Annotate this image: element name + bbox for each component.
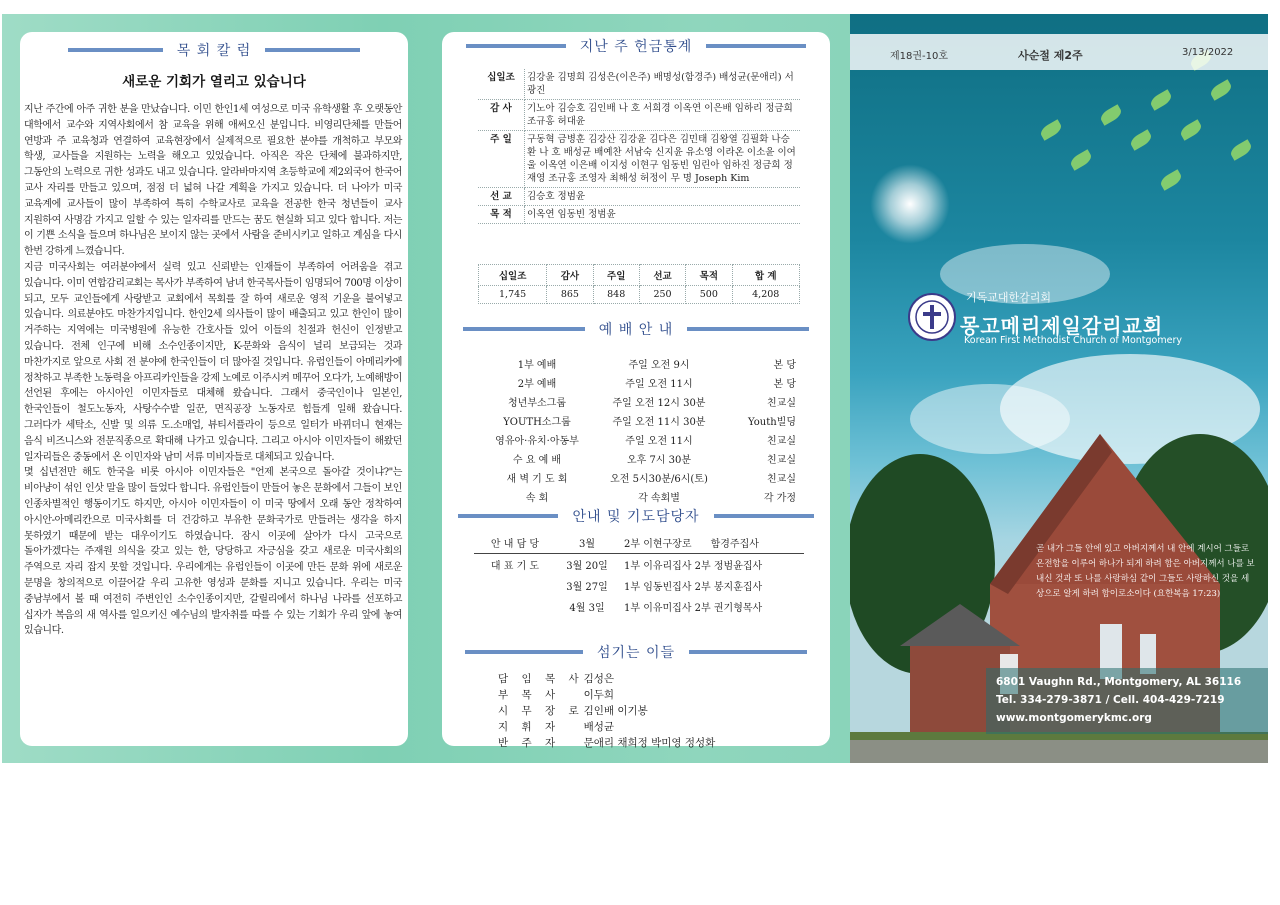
table-row	[474, 596, 804, 617]
staff-names: 김인배 이기봉	[583, 704, 648, 717]
table-row	[482, 411, 796, 430]
offering-names: 이옥연 임동빈 정범윤	[525, 206, 801, 224]
table-row	[474, 554, 804, 576]
staff-role: 반 주 자	[498, 736, 561, 749]
essay-paragraph: 지금 미국사회는 여러분야에서 실력 있고 신뢰받는 인재들이 부족하여 어려움을 겪고 있습니다. 이미 연합감리교회는 목사가 부족하여 남녀 한국목사들이 임명되어 700명 이상이 되고, 모두 교인들에게 사랑받고 교회에서 목회를 잘 하여 새로운 영적 기운을 불어넣고 있습니다. 의료분야도 마찬가지입니다. 한인2세 의사들이 많이 배출되고 있고 한인이 많이 거주하는 지역에는 미국병원에 유능한 간호사들 있어 이들의 친절과 헌신이 인정받고 있습니다. 전체 인구에 비해 소수인종이지만, K-문화와 음식이 널리 보급되는 것과 마찬가지로 앞으로 사회 전 분야에 한국인들이 더 많아질 것입니다. 유럽인들이 아메리카에 정착하고 부족한 노동력을 아프리카인들을 강제 노예로 이주시켜 메꾸어 오다가, 노예해방이 선언된 후에는 아시아인 이민자들로 대체해 왔습니다. 그래서 중국인이나 일본인, 한국인들이 철도노동자, 사탕수수밭 일꾼, 면직공장 노동자로 힘들게 일해 왔습니다. 그러다가 세탁소, 신발 및 의류 도.소매업, 뷰티서플라이 등으로 일터가 바뀌더니 현재는 음식 비즈니스와 전문직종으로 확대해 나가고 있습니다. 그리고 아시아 이민자들이 해왔던 일자리들은 중동에서 온 이민자와 남미 서류 미비자들로 대체되고 있습니다.	[24, 261, 402, 463]
offering-names: 구동혁 금병훈 김강산 김강윤 김다은 김민태 김왕열 김필화 나승환 나 호 배성균 배예찬 서남숙 신지윤 유소영 이라온 이소윤 이여울 이옥연 이은배 이지성 이현구 임동빈 임린아 임하진 정금희 정재영 조규홍 조영자 최해성 허정이 무 명 Joseph Kim	[525, 131, 801, 188]
offering-totals-table	[478, 264, 800, 304]
essay-paragraph: 지난 주간에 아주 귀한 분을 만났습니다. 이민 한인1세 여성으로 미국 유학생활 후 오랫동안 대학에서 교수와 지역사회에서 참 교육을 위해 애써오신 분입니다. 비영리단체를 만들어 연방과 주 교육청과 연결하여 교육현장에서 실제적으로 필요한 분야를 개척하고 부모와 학생, 교사들을 지원하는 노력을 해오고 있었습니다. 아직은 작은 단체에 불과하지만, 그동안의 노력으로 귀한 성과도 내고 있습니다. 알라바마지역 초등학교에 제2외국어 한국어 교사 자리를 만들고 있으며, 점점 더 넓혀 나갈 계획을 가지고 있습니다. 더 나아가 미국 교육계에 교사들이 많이 부족하여 특히 수학교사로 교육을 전공한 한국 청년들이 교사 지원하여 사명감 가지고 일할 수 있는 일자리를 만드는 꿈도 현실화 되고 있다 합니다. 저는 이 기쁜 소식을 들으며 하나님은 보이지 않는 곳에서 사람을 준비시키고 일하고 계심을 다시 한번 강하게 느꼈습니다.	[24, 104, 402, 258]
table-row	[478, 100, 800, 131]
bulletin-sheet	[2, 14, 1268, 763]
volume-number: 제18권-10호	[890, 51, 949, 62]
pastor-column-title: 새로운 기회가 열리고 있습니다	[122, 74, 306, 90]
service-time: 각 속회별	[638, 493, 680, 504]
offering-category: 선 교	[478, 188, 525, 206]
service-name: 속 회	[525, 493, 549, 504]
service-place: 각 가정	[763, 493, 796, 504]
staff-table	[498, 670, 798, 750]
church-phone: Tel. 334-279-3871 / Cell. 404-429-7219	[996, 694, 1225, 706]
offering-names: 김승호 정범윤	[525, 188, 801, 206]
staff-role: 담 임 목 사	[498, 672, 584, 685]
totals-cell: 865	[547, 286, 593, 304]
guides-role	[474, 596, 556, 617]
service-time: 오후 7시 30분	[626, 455, 692, 466]
leaf-shape	[1038, 119, 1063, 140]
service-place: 본 당	[773, 379, 796, 390]
service-time: 오전 5시30분/6시(토)	[610, 474, 708, 485]
staff-heading	[442, 640, 830, 664]
table-row	[482, 392, 796, 411]
leaf-shape	[1128, 129, 1153, 150]
table-row	[498, 718, 798, 734]
totals-cell: 4,208	[732, 286, 800, 304]
offering-names: 기노아 김승호 김인배 나 호 서희경 이옥연 이은배 임하리 정금희 조규홍 허대윤	[525, 100, 801, 131]
leaf-shape	[1098, 104, 1123, 125]
table-row	[498, 670, 798, 686]
scripture-verse: 곧 내가 그들 안에 있고 아버지께서 내 안에 계시어 그들로 온전함을 이루어 하나가 되게 하려 함은 아버지께서 나를 보내신 것과 또 나를 사랑하심 같이 그들도 사랑하신 것을 세상으로 알게 하려 함이로소이다 (요한복음 17:23)	[1036, 544, 1255, 599]
church-address: 6801 Vaughn Rd., Montgomery, AL 36116	[996, 676, 1242, 688]
service-name: 1부 예배	[517, 360, 557, 371]
service-place: 친교실	[767, 455, 796, 466]
staff-names: 이두희	[583, 688, 615, 701]
guides-names	[618, 532, 804, 554]
service-name: YOUTH소그룹	[503, 417, 571, 428]
table-row	[482, 373, 796, 392]
staff-role: 부 목 사	[498, 688, 561, 701]
table-row	[479, 265, 800, 286]
service-name: 영유아·유치·아동부	[495, 436, 579, 447]
table-row	[478, 131, 800, 188]
liturgical-week: 사순절 제2주	[1018, 49, 1083, 62]
guides-date: 3월 20일	[566, 561, 608, 572]
totals-header-cell: 목적	[686, 265, 732, 286]
offering-heading-text: 지난 주 헌금통계	[579, 39, 693, 55]
service-name: 청년부소그룹	[508, 398, 566, 409]
leaf-shape	[1158, 169, 1183, 190]
guides-table	[474, 532, 804, 617]
service-place: 친교실	[767, 474, 796, 485]
offering-category: 십일조	[478, 69, 525, 100]
guides-names: 1부 임동빈집사 2부 봉지훈집사	[624, 582, 763, 593]
leaf-shape	[1208, 79, 1233, 100]
church-name: 몽고메리제일감리교회	[960, 314, 1164, 338]
totals-header-cell: 십일조	[479, 265, 547, 286]
bulletin-date: 3/13/2022	[1182, 47, 1234, 58]
church-name-english: Korean First Methodist Church of Montgomery	[964, 335, 1182, 346]
service-time: 주일 오전 11시	[625, 379, 693, 390]
offering-names: 김강윤 김명희 김성은(이은주) 배명성(함경주) 배성균(문애리) 서광진	[525, 69, 801, 100]
leaf-shape	[1148, 89, 1173, 110]
totals-cell: 1,745	[479, 286, 547, 304]
table-row	[478, 206, 800, 224]
staff-heading-text: 섬기는 이들	[596, 645, 676, 661]
staff-names: 문애리 채희정 박미영 정성화	[583, 736, 716, 749]
offering-category: 주 일	[478, 131, 525, 188]
pastor-column-panel	[20, 32, 408, 746]
service-time: 주일 오전 9시	[628, 360, 690, 371]
denomination-label: 기독교대한감리회	[966, 291, 1052, 304]
table-row	[498, 734, 798, 750]
church-website: www.montgomerykmc.org	[996, 712, 1152, 724]
offering-table	[478, 69, 800, 224]
staff-role: 지 휘 자	[498, 720, 561, 733]
table-row	[498, 686, 798, 702]
service-time: 주일 오전 11시	[625, 436, 693, 447]
offering-category: 목 적	[478, 206, 525, 224]
table-row	[478, 69, 800, 100]
table-row	[482, 430, 796, 449]
totals-header-cell: 주일	[593, 265, 639, 286]
guides-header-name: 함경주집사	[710, 539, 759, 550]
totals-header-cell: 합 계	[732, 265, 800, 286]
pastor-column-heading	[20, 38, 408, 62]
service-name: 2부 예배	[517, 379, 557, 390]
service-name: 새 벽 기 도 회	[506, 474, 568, 485]
service-place: 친교실	[767, 398, 796, 409]
totals-cell: 848	[593, 286, 639, 304]
table-row	[482, 449, 796, 468]
table-row	[482, 468, 796, 487]
pastor-column-body	[24, 102, 402, 639]
service-place: 본 당	[773, 360, 796, 371]
totals-header-cell: 선교	[639, 265, 685, 286]
cover-info-band	[850, 34, 1268, 70]
guides-header-name: 2부 이현구장로	[624, 539, 692, 550]
worship-table	[482, 354, 796, 506]
table-row	[482, 354, 796, 373]
guides-role: 안 내 담 당	[474, 532, 556, 554]
leaf-shape	[1228, 139, 1253, 160]
guides-role	[474, 575, 556, 596]
table-row	[474, 532, 804, 554]
service-time: 주일 오전 11시 30분	[612, 417, 706, 428]
table-row	[498, 702, 798, 718]
guides-date: 3월	[556, 532, 618, 554]
totals-header-cell: 감사	[547, 265, 593, 286]
leaf-shape	[1068, 149, 1093, 170]
guides-heading	[442, 504, 830, 528]
service-name: 수 요 예 배	[512, 455, 562, 466]
leaf-shape	[1178, 119, 1203, 140]
table-row	[479, 286, 800, 304]
guides-heading-text: 안내 및 기도담당자	[572, 509, 700, 525]
totals-cell: 500	[686, 286, 732, 304]
essay-paragraph: 몇 십년전만 해도 한국을 비롯 아시아 이민자들은 "언제 본국으로 돌아갈 것이냐?"는 비아냥이 섞인 인삿 말을 많이 들었다 합니다. 유럽인들이 만들어 놓은 문화에서 그들이 보인 인종차별적인 행동이기도 하지만, 아시아 이민자들이 이 미국 땅에서 오래 동안 정착하여 아시안-아메리칸으로 미국사회를 더 건강하고 부유한 문화국가로 만들려는 생각을 하지 못하였기 때문에 받는 대우이기도 하였습니다. 잠시 이곳에 살아가 다시 고국으로 돌아가겠다는 주재원 의식을 갖고 있는 한, 당당하고 자긍심을 갖고 새로운 미국사회의 주역으로 자리 잡지 못할 것입니다. 우리에게는 유럽인들이 이곳에 만든 문화 위에 새로운 문명을 창의적으로 이끌어갈 우리 고유한 영성과 문화를 지니고 있습니다. 우리는 미국 중남부에서 볼 때 여전히 주변인인 소수인종이지만, 갈릴리에서 하나님 나라를 선포하고 십자가 복음의 새 역사를 일으키신 예수님의 발자취를 따를 수 있는 기회가 우리 앞에 놓여 있습니다.	[24, 467, 402, 637]
info-panel	[442, 32, 830, 749]
worship-heading-text: 예 배 안 내	[598, 322, 674, 338]
pastor-column-heading-text: 목 회 칼 럼	[176, 43, 252, 59]
guides-names: 1부 이유미집사 2부 권기형목사	[624, 603, 763, 614]
staff-names: 김성은	[583, 672, 615, 685]
service-place: Youth빌딩	[748, 417, 796, 428]
offering-heading	[442, 34, 830, 58]
guides-date: 3월 27일	[566, 582, 608, 593]
guides-role: 대 표 기 도	[490, 561, 540, 572]
table-row	[478, 188, 800, 206]
staff-role: 시 무 장 로	[498, 704, 584, 717]
church-logo	[907, 292, 957, 342]
offering-category: 감 사	[478, 100, 525, 131]
totals-cell: 250	[639, 286, 685, 304]
guides-names: 1부 이유리집사 2부 정범윤집사	[624, 561, 763, 572]
service-place: 친교실	[767, 436, 796, 447]
sun-glow	[870, 164, 950, 244]
table-row	[474, 575, 804, 596]
staff-names: 배성균	[583, 720, 615, 733]
service-time: 주일 오전 12시 30분	[612, 398, 706, 409]
worship-heading	[442, 317, 830, 341]
guides-date: 4월 3일	[569, 603, 605, 614]
cover-panel	[850, 14, 1268, 763]
